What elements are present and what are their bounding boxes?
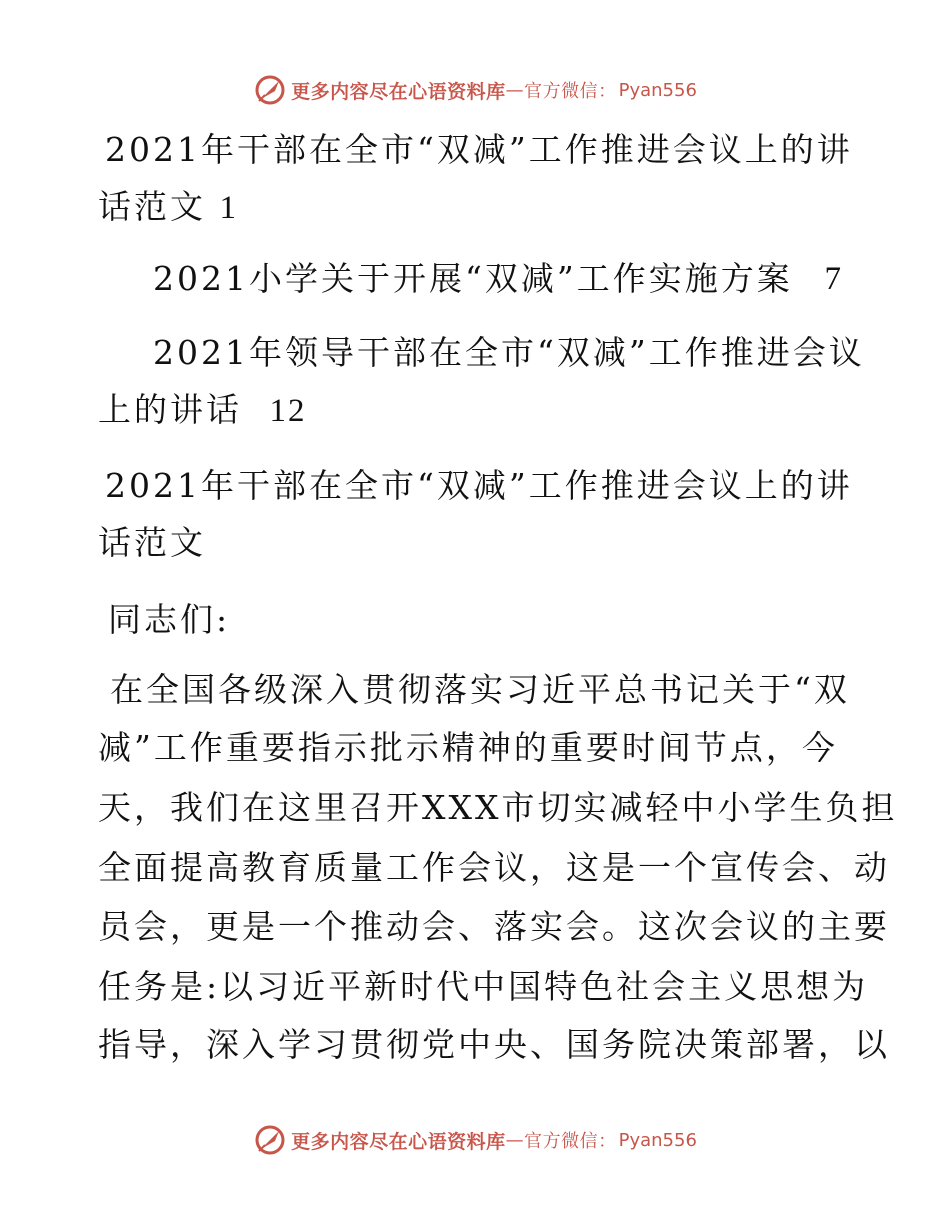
watermark-text: 更多内容尽在心语资料库: [291, 80, 506, 103]
doc-heading-line2: 话范文: [98, 523, 206, 562]
body-line: 天，我们在这里召开XXX市切实减轻中小学生负担: [98, 788, 898, 827]
doc-heading-line1: 2021年干部在全市“双减”工作推进会议上的讲: [105, 466, 853, 505]
watermark-text: 更多内容尽在心语资料库: [291, 1130, 506, 1153]
footer-watermark: [0, 1120, 950, 1160]
toc-entry-2[interactable]: [153, 249, 843, 309]
body-line: 减”工作重要指示批示精神的重要时间节点，今: [98, 728, 838, 767]
toc-entry-3-line2[interactable]: [98, 380, 858, 440]
body-line: 指导，深入学习贯彻党中央、国务院决策部署，以: [98, 1025, 890, 1064]
toc-entry-1-line1[interactable]: [105, 120, 865, 180]
toc-entry-title-cont: 话范文: [98, 187, 206, 226]
watermark-official: 官方微信: [524, 81, 599, 102]
toc-entry-3-line1[interactable]: [153, 323, 913, 383]
watermark-colon: ：: [598, 81, 617, 102]
body-line: 全面提高教育质量工作会议，这是一个宣传会、动: [98, 848, 890, 887]
toc-entry-1-line2[interactable]: [98, 177, 858, 237]
watermark-wechat-id: Pyan556: [618, 79, 697, 101]
watermark-official: 官方微信: [524, 1131, 599, 1152]
toc-entry-title-cont: 上的讲话: [98, 390, 242, 429]
body-line: 任务是:以习近平新时代中国特色社会主义思想为: [98, 967, 869, 1006]
watermark-dash: —: [505, 79, 525, 101]
toc-page-number: 7: [824, 261, 843, 297]
watermark-dash: —: [505, 1129, 525, 1151]
body-line: 在全国各级深入贯彻落实习近平总书记关于“双: [110, 670, 850, 709]
body-line: 员会，更是一个推动会、落实会。这次会议的主要: [98, 907, 890, 946]
toc-entry-title: 2021小学关于开展“双减”工作实施方案: [153, 259, 793, 298]
toc-page-number: 12: [269, 393, 307, 429]
salutation: 同志们:: [108, 600, 231, 639]
watermark-colon: ：: [598, 1131, 617, 1152]
watermark-wechat-id: Pyan556: [618, 1129, 697, 1151]
quill-logo-icon: [253, 1123, 287, 1157]
toc-entry-title: 2021年干部在全市“双减”工作推进会议上的讲: [105, 130, 853, 169]
toc-entry-title: 2021年领导干部在全市“双减”工作推进会议: [153, 333, 865, 372]
toc-page-number: 1: [219, 190, 238, 226]
